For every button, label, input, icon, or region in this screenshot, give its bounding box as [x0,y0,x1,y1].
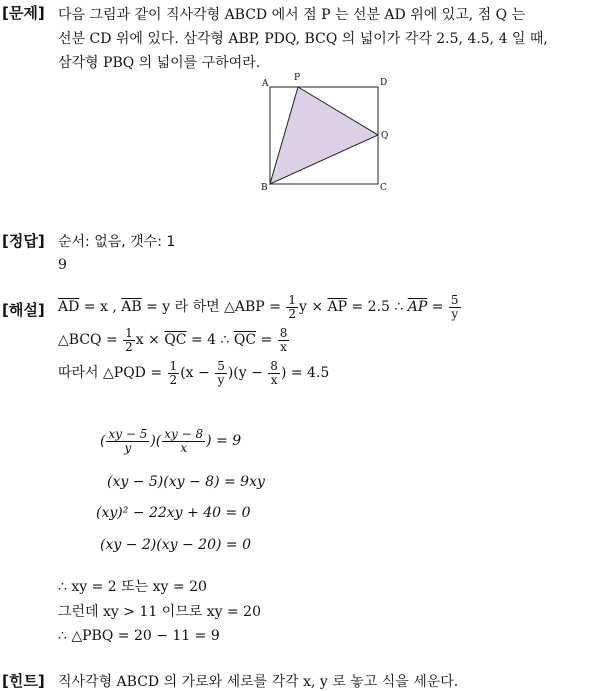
equation-3: (xy)² − 22xy + 40 = 0 [96,505,251,521]
conclusion-1: ∴ xy = 2 또는 xy = 20 [58,579,207,595]
solution-line-1: $\overline{AD} = x$ , $\overline{AB} = y$ 라 하면 △ABP = $\frac{1}{2}$ $y \times \overline{AP} = 2.5$ ∴ $\overline{AP}$ = $\frac{5}{y}$ [58,293,459,321]
answer-value: 9 [58,257,67,273]
label-b: B [261,183,268,193]
problem-line-3: 삼각형 PBQ 의 넓이를 구하여라. [58,55,261,71]
conclusion-3: ∴ △PBQ = 20 − 11 = 9 [58,628,220,644]
answer-tag: [정답] [2,232,45,250]
label-q: Q [381,131,389,141]
label-c: C [380,183,387,193]
equation-1: ( $\frac{xy - 5}{y}$ )( $\frac{xy - 8}{x}$ ) = 9 [100,427,242,455]
problem-line-2: 선분 CD 위에 있다. 삼각형 ABP, PDQ, BCQ 의 넓이가 각각 2.5, 4.5, 4 일 때, [58,31,548,47]
answer-meta: 순서: 없음, 갯수: 1 [58,234,176,250]
label-a: A [262,79,269,89]
problem-line-1: 다음 그림과 같이 직사각형 ABCD 에서 점 P 는 선분 AD 위에 있고, 점 Q 는 [58,7,526,23]
hint-text: 직사각형 ABCD 의 가로와 세로를 각각 x, y 로 놓고 식을 세운다. [58,674,459,690]
triangle-pbq [270,87,378,184]
problem-tag: [문제] [2,4,45,22]
conclusion-2: 그런데 xy > 11 이므로 xy = 20 [58,604,261,620]
rectangle-abcd [270,87,378,184]
equation-4: (xy − 2)(xy − 20) = 0 [100,537,251,553]
equation-2: (xy − 5)(xy − 8) = 9xy [107,474,265,490]
solution-line-2: △BCQ = $\frac{1}{2}$ $x \times \overline{QC} = 4$ ∴ $\overline{QC}$ = $\frac{8}{x}$ [58,326,288,354]
label-d: D [380,78,388,88]
hint-tag: [힌트] [2,672,45,690]
solution-tag: [해설] [2,301,45,319]
solution-line-3: 따라서 △PQD = $\frac{1}{2}$ (x − $\frac{5}{y}$ )(y − $\frac{8}{x}$ ) = 4.5 [58,359,330,387]
label-p: P [294,73,301,83]
